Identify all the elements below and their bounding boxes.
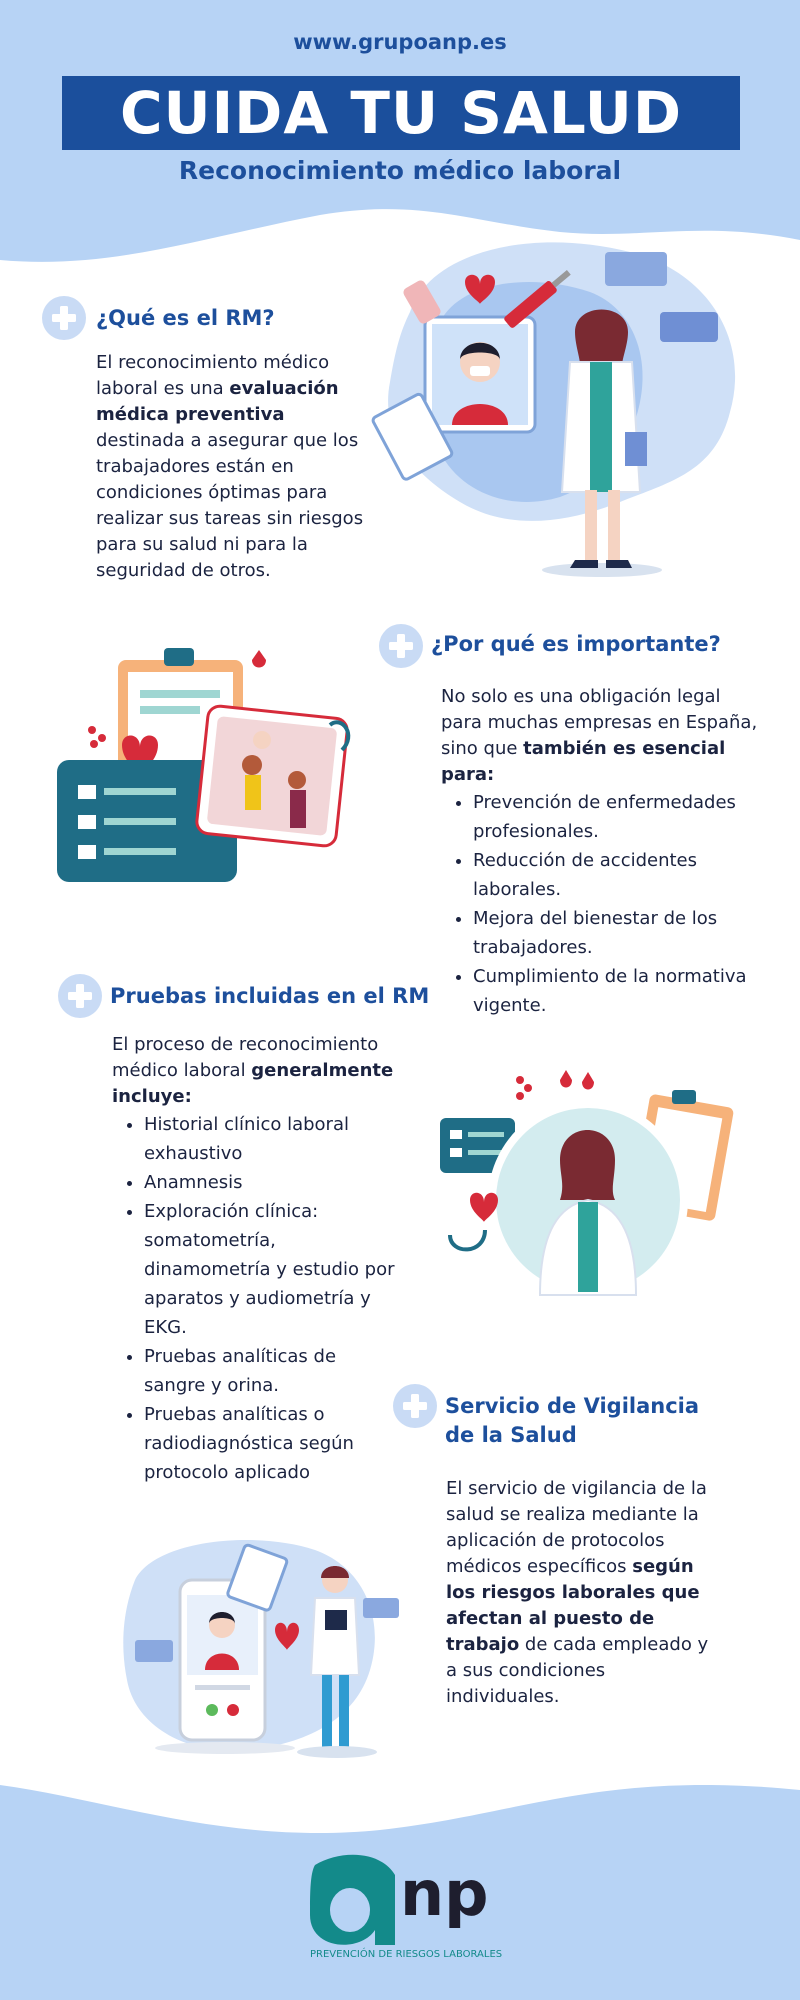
list-item: • Exploración clínica: somatometría, dinamometría y estudio por aparatos y audiometría y EKG. bbox=[144, 1197, 402, 1342]
section-text-por-que: No solo es una obligación legal para muchas empresas en España, sino que también es esencial para: • Prevención de enfermedades profesionales. • Reducción de accidentes laborales. • Mejora del bienestar de los trabajadores. • Cumplimiento de la normativa vigente. bbox=[441, 684, 761, 1020]
list-item: • Anamnesis bbox=[144, 1168, 402, 1197]
title-banner bbox=[62, 76, 740, 150]
list-item: • Prevención de enfermedades profesionales. bbox=[473, 788, 761, 846]
doctor-illustration bbox=[370, 232, 760, 592]
section-text-que-es: El reconocimiento médico laboral es una evaluación médica preventiva destinada a asegurar que los trabajadores están en condiciones óptimas para realizar sus tareas sin riesgos para su salud ni para la seguridad de otros. bbox=[96, 352, 364, 581]
plus-icon bbox=[42, 296, 86, 340]
section-text-pruebas: El proceso de reconocimiento médico laboral generalmente incluye: • Historial clínico laboral exhaustivo • Anamnesis • Exploración clínica: somatometría, dinamometría y estudio por aparatos y audiometría y EKG. • Pruebas analíticas de sangre y orina. • Pruebas analíticas o radiodiagnóstica según protocolo aplicado bbox=[112, 1032, 402, 1487]
plus-icon bbox=[379, 624, 423, 668]
list-item: • Pruebas analíticas o radiodiagnóstica según protocolo aplicado bbox=[144, 1400, 402, 1487]
page-title: CUIDA TU SALUD bbox=[119, 79, 683, 147]
list-item: • Mejora del bienestar de los trabajadores. bbox=[473, 904, 761, 962]
section-text-vigilancia: El servicio de vigilancia de la salud se realiza mediante la aplicación de protocolos médicos específicos según los riesgos laborales que afectan al puesto de trabajo de cada empleado y a sus condiciones individuales. bbox=[446, 1478, 709, 1707]
plus-icon bbox=[393, 1384, 437, 1428]
logo-text: np bbox=[400, 1857, 489, 1930]
stethoscope-icon bbox=[450, 1230, 485, 1249]
section-heading-por-que: ¿Por qué es importante? bbox=[431, 632, 721, 656]
family-health-illustration bbox=[52, 640, 382, 890]
list-item: • Pruebas analíticas de sangre y orina. bbox=[144, 1342, 402, 1400]
por-que-list bbox=[441, 788, 761, 1020]
pruebas-list bbox=[112, 1110, 402, 1487]
logo-tagline: PREVENCIÓN DE RIESGOS LABORALES bbox=[310, 1949, 503, 1960]
section-heading-que-es: ¿Qué es el RM? bbox=[96, 306, 275, 330]
website-url[interactable]: www.grupoanp.es bbox=[293, 30, 507, 54]
list-item: • Historial clínico laboral exhaustivo bbox=[144, 1110, 402, 1168]
telemedicine-illustration bbox=[115, 1520, 415, 1780]
list-item: • Cumplimiento de la normativa vigente. bbox=[473, 962, 761, 1020]
plus-icon bbox=[58, 974, 102, 1018]
section-heading-pruebas: Pruebas incluidas en el RM bbox=[110, 984, 430, 1008]
section-heading-vigilancia: Servicio de Vigilancia de la Salud bbox=[445, 1394, 700, 1447]
list-item: • Reducción de accidentes laborales. bbox=[473, 846, 761, 904]
anp-logo[interactable] bbox=[300, 1845, 503, 1975]
doctor-circle-illustration bbox=[410, 1060, 750, 1320]
page-subtitle: Reconocimiento médico laboral bbox=[178, 156, 622, 185]
